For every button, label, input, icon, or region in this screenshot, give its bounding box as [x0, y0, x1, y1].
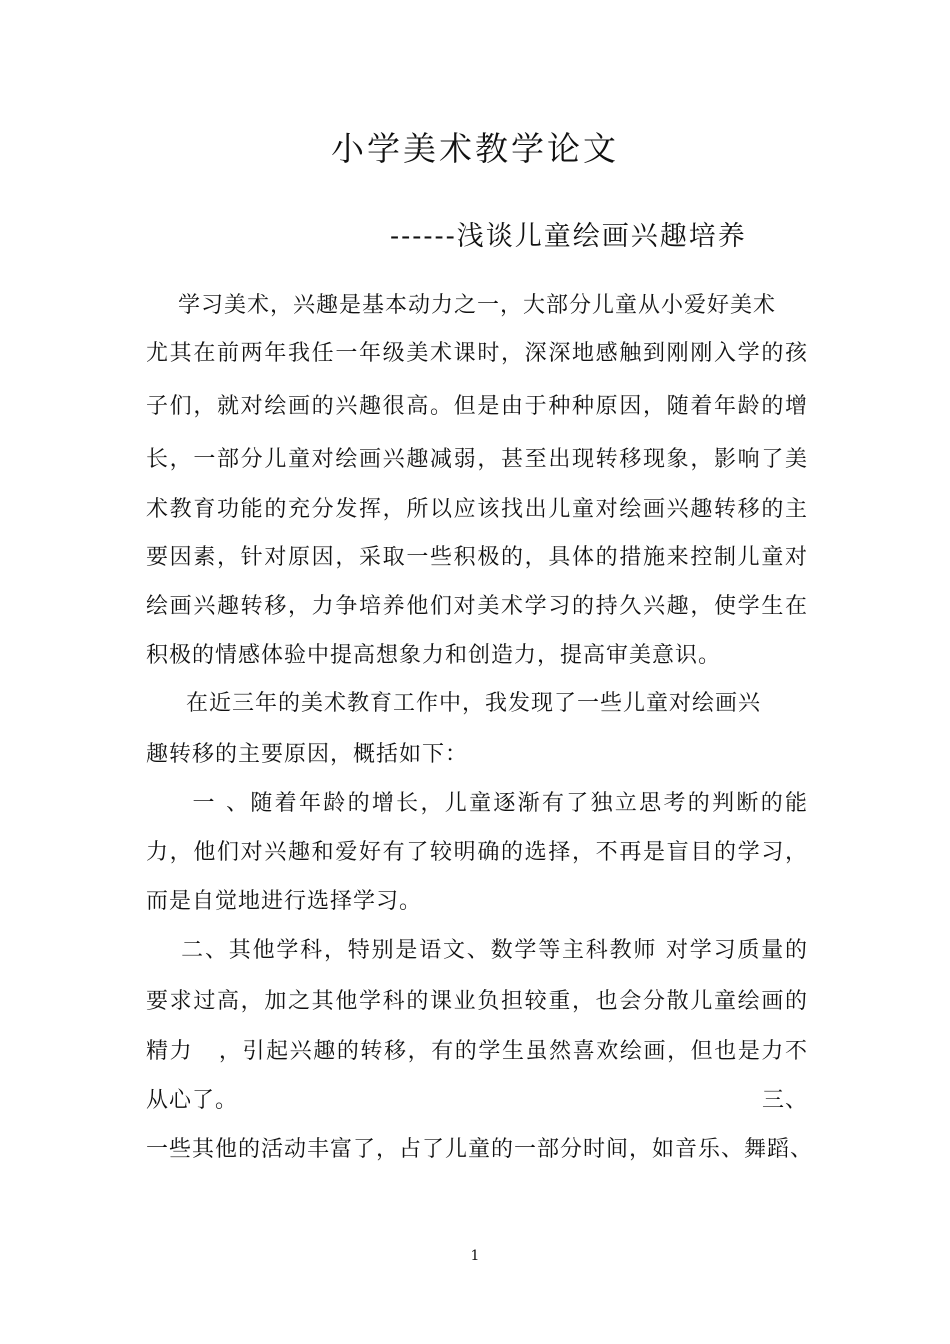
body-line: 一些其他的活动丰富了，占了儿童的一部分时间，如音乐、舞蹈、: [146, 1137, 814, 1162]
body-line: 长，一部分儿童对绘画兴趣减弱，甚至出现转移现象，影响了美: [146, 447, 808, 472]
body-line: 精力 ，引起兴趣的转移，有的学生虽然喜欢绘画，但也是力不: [146, 1039, 808, 1064]
body-line: 学习美术，兴趣是基本动力之一，大部分儿童从小爱好美术: [146, 293, 776, 318]
body-line: 积极的情感体验中提高想象力和创造力，提高审美意识。: [146, 643, 722, 668]
body-line-left: 从心了。: [146, 1088, 239, 1113]
body-line: 力，他们对兴趣和爱好有了较明确的选择，不再是盲目的学习，: [146, 840, 808, 865]
body-line: 二、其他学科，特别是语文、数学等主科教师 对学习质量的: [146, 938, 808, 963]
body-line: [146, 1086, 808, 1116]
body-line: 一 、随着年龄的增长，儿童逐渐有了独立思考的判断的能: [146, 791, 808, 816]
body-line: 子们，就对绘画的兴趣很高。但是由于种种原因，随着年龄的增: [146, 394, 808, 419]
page-number: 1: [470, 1248, 480, 1264]
body-line: 尤其在前两年我任一年级美术课时，深深地感触到刚刚入学的孩: [146, 341, 808, 366]
body-line: 绘画兴趣转移，力争培养他们对美术学习的持久兴趣，使学生在: [146, 594, 808, 619]
body-line: 而是自觉地进行选择学习。: [146, 889, 423, 914]
body-line: 要因素，针对原因，采取一些积极的，具体的措施来控制儿童对: [146, 545, 808, 570]
document-title: 小学美术教学论文: [331, 129, 619, 168]
document-subtitle: ------浅谈儿童绘画兴趣培养: [390, 221, 747, 252]
body-line-right: 三、: [761, 1088, 808, 1113]
body-line: 术教育功能的充分发挥，所以应该找出儿童对绘画兴趣转移的主: [146, 497, 808, 522]
body-line: 要求过高，加之其他学科的课业负担较重，也会分散儿童绘画的: [146, 989, 808, 1014]
body-line: 在近三年的美术教育工作中，我发现了一些儿童对绘画兴: [146, 691, 761, 716]
body-line: 趣转移的主要原因，概括如下：: [146, 742, 469, 767]
